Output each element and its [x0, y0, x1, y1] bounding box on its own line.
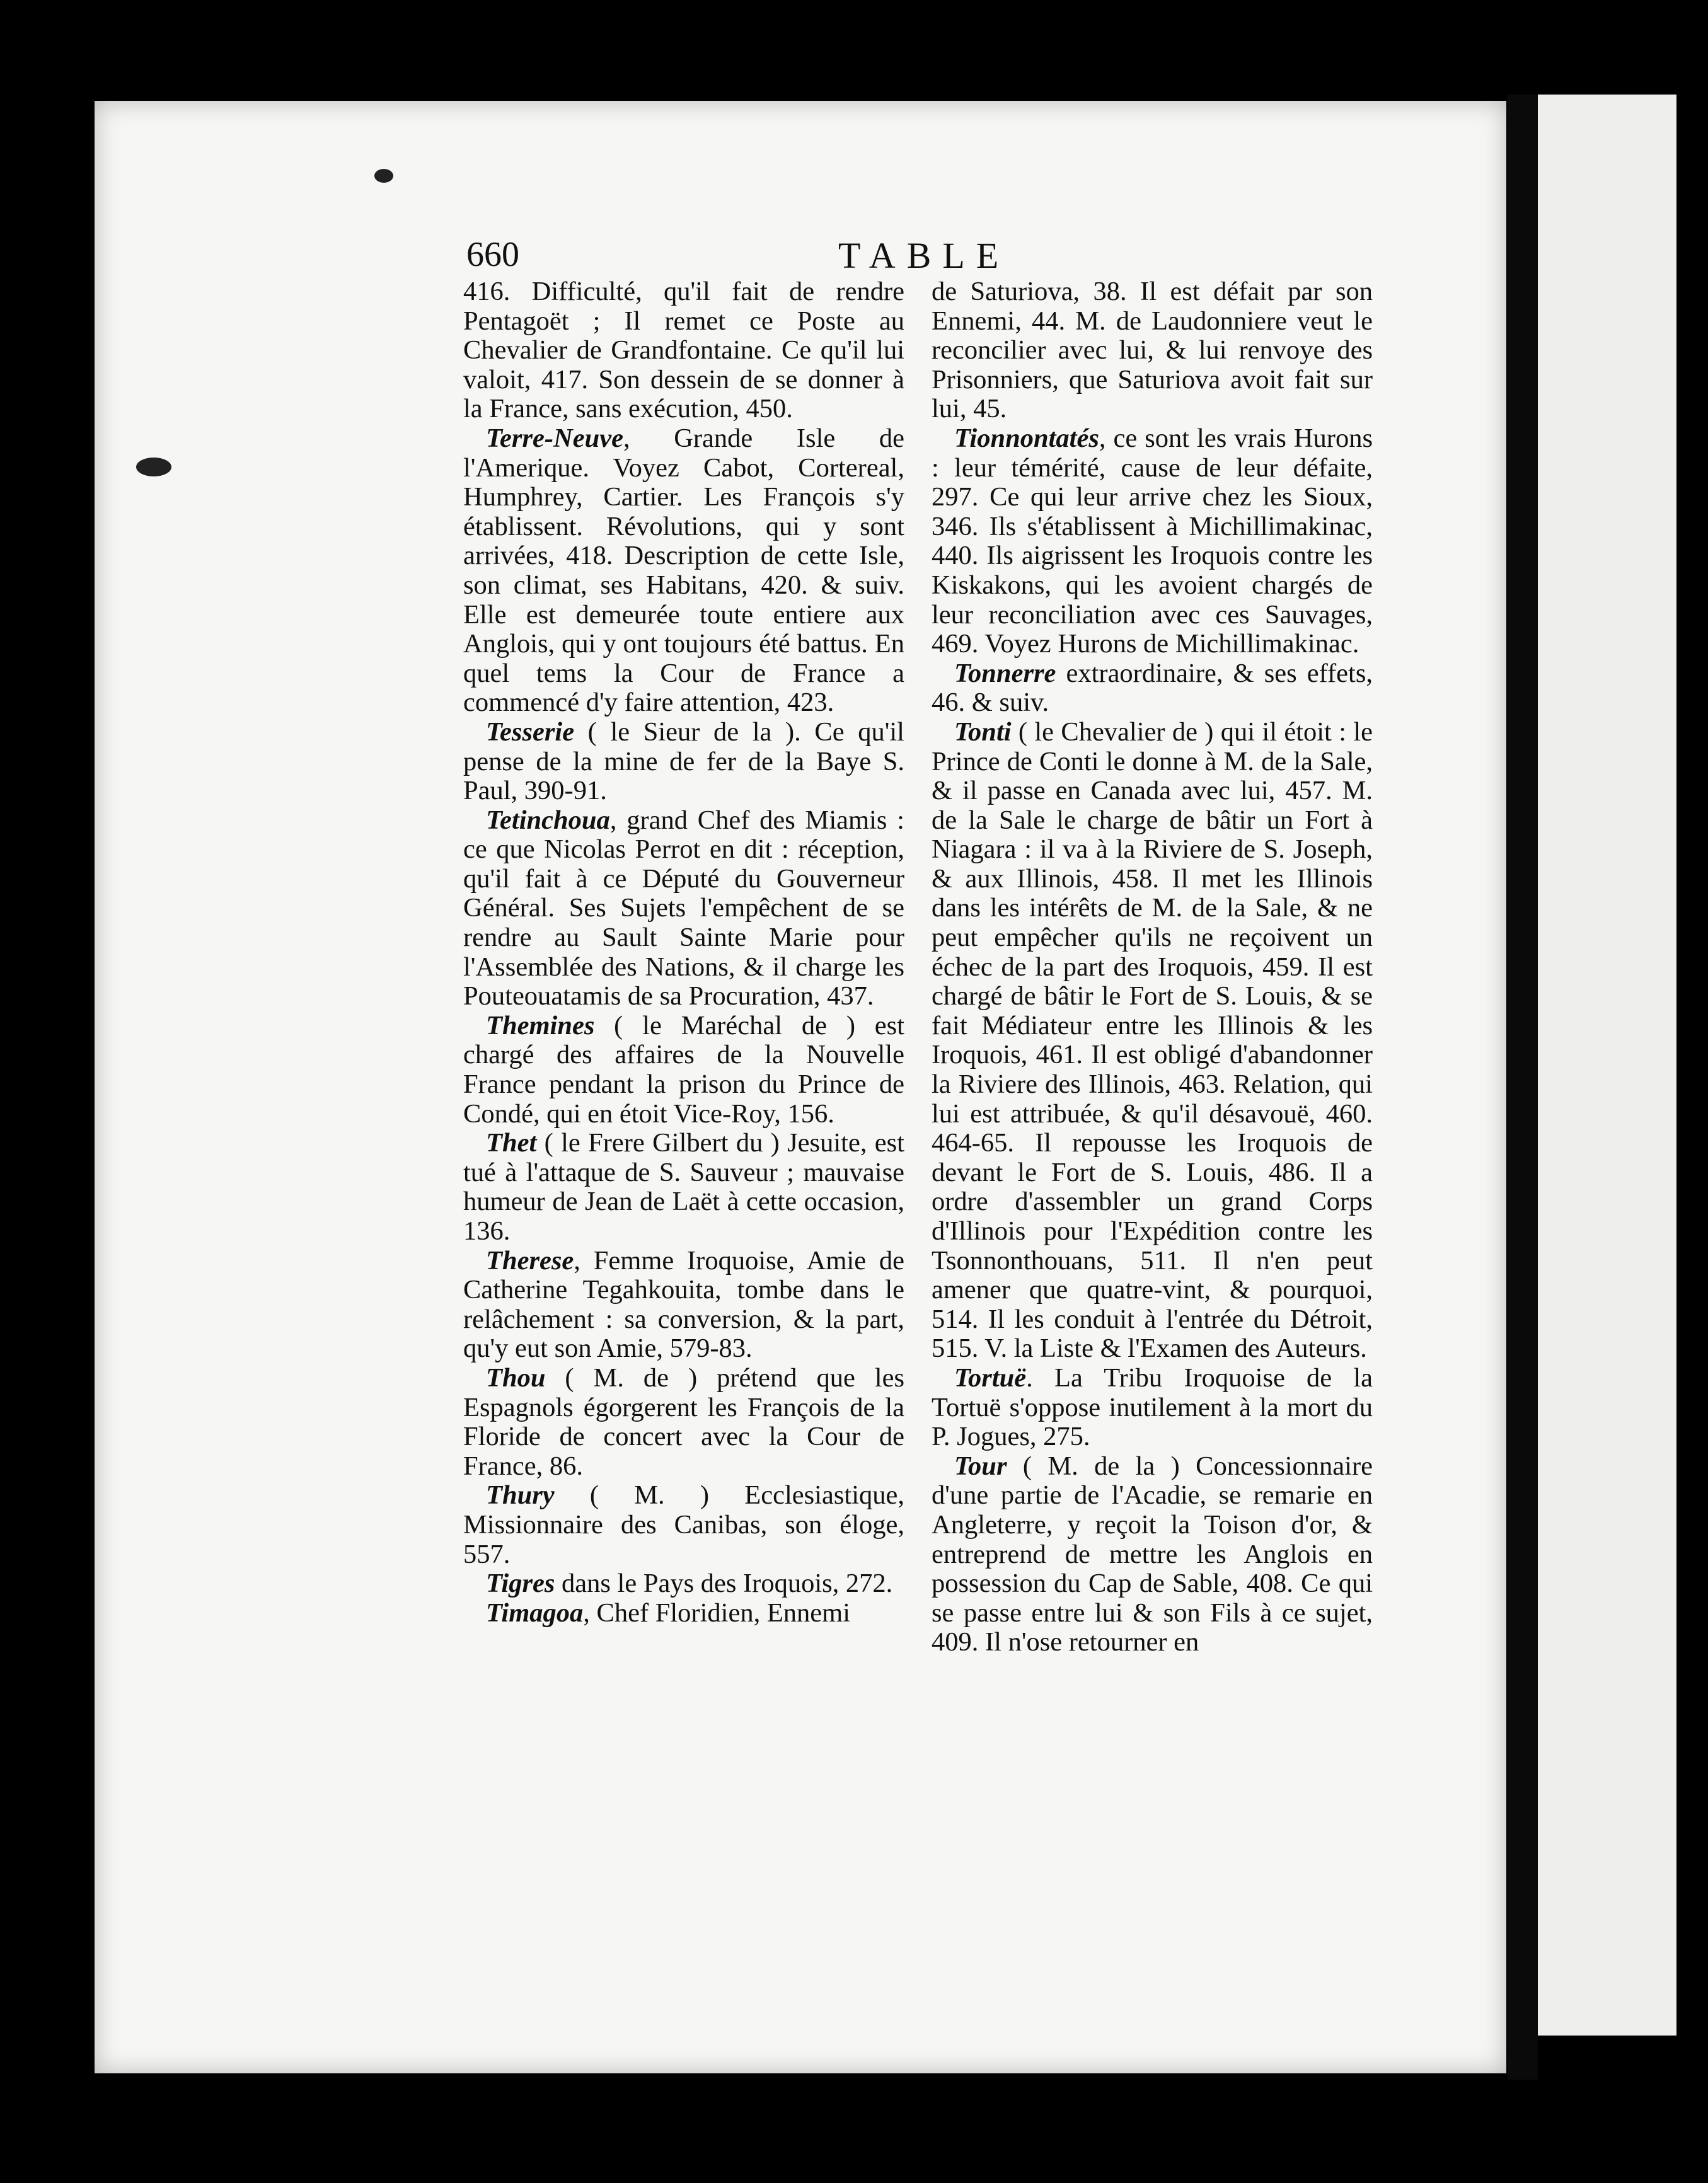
entry-headword: Tetinchoua	[486, 805, 610, 835]
entry-headword: Therese	[486, 1245, 574, 1276]
index-entry	[463, 1569, 904, 1599]
entry-headword: Themines	[486, 1010, 595, 1040]
entry-text: ( M. de ) prétend que les Espagnols égorgerent les François de la Floride de concert avec la Cour de France, 86.	[463, 1362, 904, 1481]
entry-text: , grand Chef des Miamis : ce que Nicolas Perrot en dit : réception, qu'il fait à ce Député du Gouverneur Général. Ses Sujets l'empêchent de se rendre au Sault Sainte Marie pour l'Assemblée des Nations, & il charge les Pouteouatamis de sa Procuration, 437.	[463, 805, 904, 1011]
index-entry	[463, 1129, 904, 1246]
entry-headword: Thury	[486, 1480, 555, 1511]
entry-text: , Grande Isle de l'Amerique. Voyez Cabot, Cortereal, Humphrey, Cartier. Les François s'y établissent. Révolutions, qui y sont arrivées, 418. Description de cette Isle, son climat, ses Habitans, 420. & suiv. Elle est demeurée toute entiere aux Anglois, qui y ont toujours été battus. En quel tems la Cour de France a commencé d'y faire attention, 423.	[463, 423, 904, 718]
entry-text: . La Tribu Iroquoise de la Tortuë s'oppose inutilement à la mort du P. Jogues, 275.	[932, 1362, 1373, 1452]
entry-text: ( le Maréchal de ) est chargé des affaires de la Nouvelle France pendant la prison du Prince de Condé, qui en étoit Vice-Roy, 156.	[463, 1010, 904, 1129]
index-entry	[463, 1364, 904, 1481]
entry-headword: Tortuë	[954, 1362, 1027, 1393]
entry-text: ( M. ) Ecclesiastique, Missionnaire des Canibas, son éloge, 557.	[463, 1480, 904, 1569]
entry-headword: Tigres	[486, 1569, 555, 1599]
page-number: 660	[466, 235, 519, 274]
entry-text: de Saturiova, 38. Il est défait par son Ennemi, 44. M. de Laudonniere veut le reconcilier avec lui, & lui renvoye des Prisonniers, que Saturiova avoit fait sur lui, 45.	[932, 277, 1373, 424]
entry-headword: Timagoa	[486, 1598, 584, 1628]
entry-headword: Thet	[486, 1128, 537, 1158]
entry-text: ( M. de la ) Concessionnaire d'une partie de l'Acadie, se remarie en Angleterre, y reçoit la Toison d'or, & entreprend de mettre les Anglois en possession du Cap de Sable, 408. Ce qui se passe entre lui & son Fils à ce sujet, 409. Il n'ose retourner en	[932, 1451, 1373, 1657]
entry-text: extraordinaire, & ses effets, 46. & suiv.	[932, 658, 1373, 718]
entry-headword: Tour	[954, 1451, 1007, 1481]
index-entry	[463, 1599, 904, 1628]
book-gutter	[1508, 95, 1538, 2080]
running-head: TABLE	[838, 235, 1010, 276]
index-entry	[463, 277, 904, 424]
index-entry	[463, 1247, 904, 1364]
entry-text: ( le Sieur de la ). Ce qu'il pense de la mine de fer de la Baye S. Paul, 390-91.	[463, 717, 904, 806]
entry-text: , Chef Floridien, Ennemi	[583, 1598, 851, 1628]
index-entry	[463, 718, 904, 806]
index-entry	[932, 718, 1373, 1364]
ink-speck	[136, 458, 171, 476]
right-column	[932, 277, 1373, 1657]
index-entry	[463, 424, 904, 718]
entry-headword: Tionnontatés	[954, 423, 1099, 453]
index-entry	[932, 1452, 1373, 1657]
ink-speck	[374, 169, 393, 183]
entry-text: ( le Frere Gilbert du ) Jesuite, est tué à l'attaque de S. Sauveur ; mauvaise humeur de Jean de Laët à cette occasion, 136.	[463, 1128, 904, 1246]
index-entry	[932, 277, 1373, 424]
entry-headword: Tonti	[954, 717, 1012, 747]
left-column	[463, 277, 904, 1628]
entry-text: ( le Chevalier de ) qui il étoit : le Prince de Conti le donne à M. de la Sale, & il passe en Canada avec lui, 457. M. de la Sale le charge de bâtir un Fort à Niagara : il va à la Riviere de S. Joseph, & aux Illinois, 458. Il met les Illinois dans les intérêts de M. de la Sale, & ne peut empêcher qu'ils ne reçoivent un échec de la part des Iroquois, 459. Il est chargé de bâtir le Fort de S. Louis, & se fait Médiateur entre les Illinois & les Iroquois, 461. Il est obligé d'abandonner la Riviere des Illinois, 463. Relation, qui lui est attribuée, & qu'il désavouë, 460. 464-65. Il repousse les Iroquois de devant le Fort de S. Louis, 486. Il a ordre d'assembler un grand Corps d'Illinois pour l'Expédition contre les Tsonnonthouans, 511. Il n'en peut amener que quatre-vint, & pourquoi, 514. Il les conduit à l'entrée du Détroit, 515. V. la Liste & l'Examen des Auteurs.	[932, 717, 1373, 1364]
index-entry	[463, 1011, 904, 1129]
entry-headword: Tonnerre	[954, 658, 1056, 688]
entry-headword: Thou	[486, 1362, 546, 1393]
index-entry	[463, 806, 904, 1011]
entry-headword: Tesserie	[486, 717, 575, 747]
facing-page-edge	[1538, 95, 1676, 2036]
index-entry	[932, 424, 1373, 659]
index-entry	[463, 1481, 904, 1569]
index-entry	[932, 1364, 1373, 1452]
entry-text: 416. Difficulté, qu'il fait de rendre Pentagoët ; Il remet ce Poste au Chevalier de Grandfontaine. Ce qu'il lui valoit, 417. Son dessein de se donner à la France, sans exécution, 450.	[463, 277, 904, 424]
entry-text: dans le Pays des Iroquois, 272.	[555, 1569, 893, 1599]
entry-headword: Terre-Neuve	[486, 423, 623, 453]
entry-text: , Femme Iroquoise, Amie de Catherine Tegahkouita, tombe dans le relâchement : sa conversion, & la part, qu'y eut son Amie, 579-83.	[463, 1245, 904, 1364]
index-entry	[932, 659, 1373, 718]
entry-text: , ce sont les vrais Hurons : leur témérité, cause de leur défaite, 297. Ce qui leur arrive chez les Sioux, 346. Ils s'établissent à Michillimakinac, 440. Ils aigrissent les Iroquois contre les Kiskakons, qui les avoient chargés de leur reconciliation avec ces Sauvages, 469. Voyez Hurons de Michillimakinac.	[932, 423, 1373, 659]
